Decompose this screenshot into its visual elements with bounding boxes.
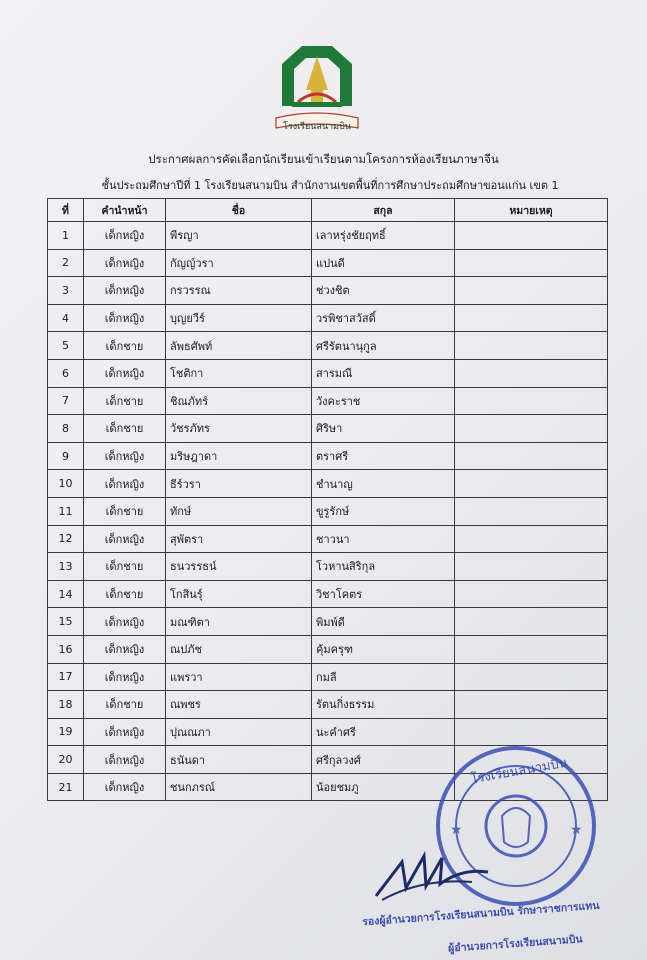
table-row [48,525,608,553]
cell-surname: ชำนาญ [312,470,455,498]
cell-prefix: เด็กหญิง [84,525,166,553]
table-row [48,304,608,332]
cell-note [455,442,608,470]
cell-prefix: เด็กหญิง [84,304,166,332]
cell-number: 7 [48,387,84,415]
cell-number: 14 [48,580,84,608]
cell-prefix: เด็กหญิง [84,249,166,277]
cell-note [455,222,608,250]
cell-prefix: เด็กหญิง [84,663,166,691]
cell-number: 18 [48,691,84,719]
column-header-prefix: คำนำหน้า [84,199,166,222]
school-logo-text: โรงเรียนสนามบิน [283,122,351,132]
table-row [48,332,608,360]
cell-first-name: กัญญ์วรา [166,249,312,277]
cell-number: 1 [48,222,84,250]
table-row [48,222,608,250]
cell-number: 21 [48,773,84,801]
cell-first-name: โชติกา [166,359,312,387]
cell-number: 19 [48,718,84,746]
cell-note [455,553,608,581]
cell-note [455,608,608,636]
cell-prefix: เด็กหญิง [84,222,166,250]
cell-number: 8 [48,415,84,443]
cell-number: 11 [48,497,84,525]
cell-note [455,359,608,387]
page-subtitle: ชั้นประถมศึกษาปีที่ 1 โรงเรียนสนามบิน สำนักงานเขตพื้นที่การศึกษาประถมศึกษาขอนแก่น เขต 1 [101,179,559,192]
cell-prefix: เด็กหญิง [84,359,166,387]
cell-prefix: เด็กหญิง [84,718,166,746]
cell-first-name: ชนกภรณ์ [166,773,312,801]
cell-number: 4 [48,304,84,332]
table-row [48,415,608,443]
cell-surname: กมลี [312,663,455,691]
cell-first-name: ทักษ์ [166,497,312,525]
cell-surname: ตราศรี [312,442,455,470]
cell-first-name: บุญยวีร์ [166,304,312,332]
cell-first-name: ธนวรรธน์ [166,553,312,581]
cell-first-name: กรวรรณ [166,277,312,305]
cell-number: 9 [48,442,84,470]
cell-first-name: ณพชร [166,691,312,719]
table-row [48,277,608,305]
table-row [48,635,608,663]
cell-surname: ชาวนา [312,525,455,553]
signer-title-line1: รองผู้อำนวยการโรงเรียนสนามบิน รักษาราชการแทน [361,899,600,929]
table-row [48,553,608,581]
cell-first-name: ณปภัช [166,635,312,663]
cell-number: 15 [48,608,84,636]
table-row [48,608,608,636]
cell-surname: นะคำศรี [312,718,455,746]
cell-note [455,304,608,332]
column-header-note: หมายเหตุ [455,199,608,222]
cell-surname: ช่วงชิต [312,277,455,305]
table-row [48,442,608,470]
cell-first-name: โกสินรุ์ [166,580,312,608]
cell-first-name: ลัพธศัพท์ [166,332,312,360]
table-row [48,580,608,608]
cell-surname: ขูรูรักษ์ [312,497,455,525]
cell-prefix: เด็กชาย [84,497,166,525]
cell-note [455,525,608,553]
cell-surname: รัตนกิ่งธรรม [312,691,455,719]
cell-prefix: เด็กหญิง [84,746,166,774]
cell-surname: วรพิชาสวัสดิ์ [312,304,455,332]
cell-note [455,663,608,691]
cell-prefix: เด็กหญิง [84,277,166,305]
cell-surname: คุ้มครุฑ [312,635,455,663]
cell-first-name: ชิณภัทร์ [166,387,312,415]
cell-first-name: พีรญา [166,222,312,250]
cell-first-name: ธนันดา [166,746,312,774]
cell-prefix: เด็กหญิง [84,773,166,801]
svg-text:★: ★ [450,822,463,838]
cell-number: 16 [48,635,84,663]
cell-first-name: แพรวา [166,663,312,691]
column-header-no: ที่ [48,199,84,222]
cell-surname: น้อยชมภู [312,773,455,801]
cell-surname: พิมพ์ดี [312,608,455,636]
cell-first-name: มริษฎาดา [166,442,312,470]
cell-note [455,332,608,360]
table-row [48,497,608,525]
cell-prefix: เด็กหญิง [84,470,166,498]
cell-prefix: เด็กชาย [84,387,166,415]
cell-first-name: ปุณณภา [166,718,312,746]
cell-surname: ศรีรัตนานุกูล [312,332,455,360]
cell-number: 12 [48,525,84,553]
cell-note [455,249,608,277]
page-title: ประกาศผลการคัดเลือกนักเรียนเข้าเรียนตามโครงการห้องเรียนภาษาจีน [148,152,499,166]
cell-surname: เลาหรุ่งชัยฤทธิ์ [312,222,455,250]
cell-surname: แปนดี [312,249,455,277]
table-row [48,691,608,719]
results-table [47,198,608,801]
cell-prefix: เด็กชาย [84,691,166,719]
cell-number: 13 [48,553,84,581]
cell-prefix: เด็กหญิง [84,608,166,636]
cell-first-name: วัชรภัทร [166,415,312,443]
table-body [48,222,608,801]
table-row [48,249,608,277]
cell-number: 2 [48,249,84,277]
cell-prefix: เด็กหญิง [84,635,166,663]
cell-note [455,691,608,719]
cell-prefix: เด็กชาย [84,553,166,581]
table-row [48,387,608,415]
cell-first-name: ธีร์วรา [166,470,312,498]
table-row [48,663,608,691]
cell-surname: วิชาโคตร [312,580,455,608]
stamp-label: โรงเรียนสนามบิน [469,755,569,788]
cell-prefix: เด็กหญิง [84,442,166,470]
column-header-surname: สกุล [312,199,455,222]
cell-note [455,277,608,305]
svg-text:★: ★ [570,822,583,838]
column-header-name: ชื่อ [166,199,312,222]
cell-number: 20 [48,746,84,774]
cell-surname: วังคะราช [312,387,455,415]
cell-surname: โวหานสิริกุล [312,553,455,581]
cell-note [455,470,608,498]
cell-note [455,635,608,663]
cell-note [455,415,608,443]
signer-title-line2: ผู้อำนวยการโรงเรียนสนามบิน [447,933,583,955]
cell-prefix: เด็กชาย [84,332,166,360]
cell-surname: ศิริษา [312,415,455,443]
cell-note [455,387,608,415]
cell-number: 10 [48,470,84,498]
cell-note [455,580,608,608]
cell-first-name: มณฑิตา [166,608,312,636]
cell-prefix: เด็กชาย [84,415,166,443]
cell-surname: ศรีกุลวงศ์ [312,746,455,774]
cell-number: 6 [48,359,84,387]
cell-surname: สารมณี [312,359,455,387]
cell-number: 3 [48,277,84,305]
cell-number: 17 [48,663,84,691]
cell-number: 5 [48,332,84,360]
table-header-row [48,199,608,222]
table-row [48,359,608,387]
signature [372,838,492,908]
cell-first-name: สุพัตรา [166,525,312,553]
table-row [48,470,608,498]
cell-note [455,497,608,525]
cell-prefix: เด็กชาย [84,580,166,608]
